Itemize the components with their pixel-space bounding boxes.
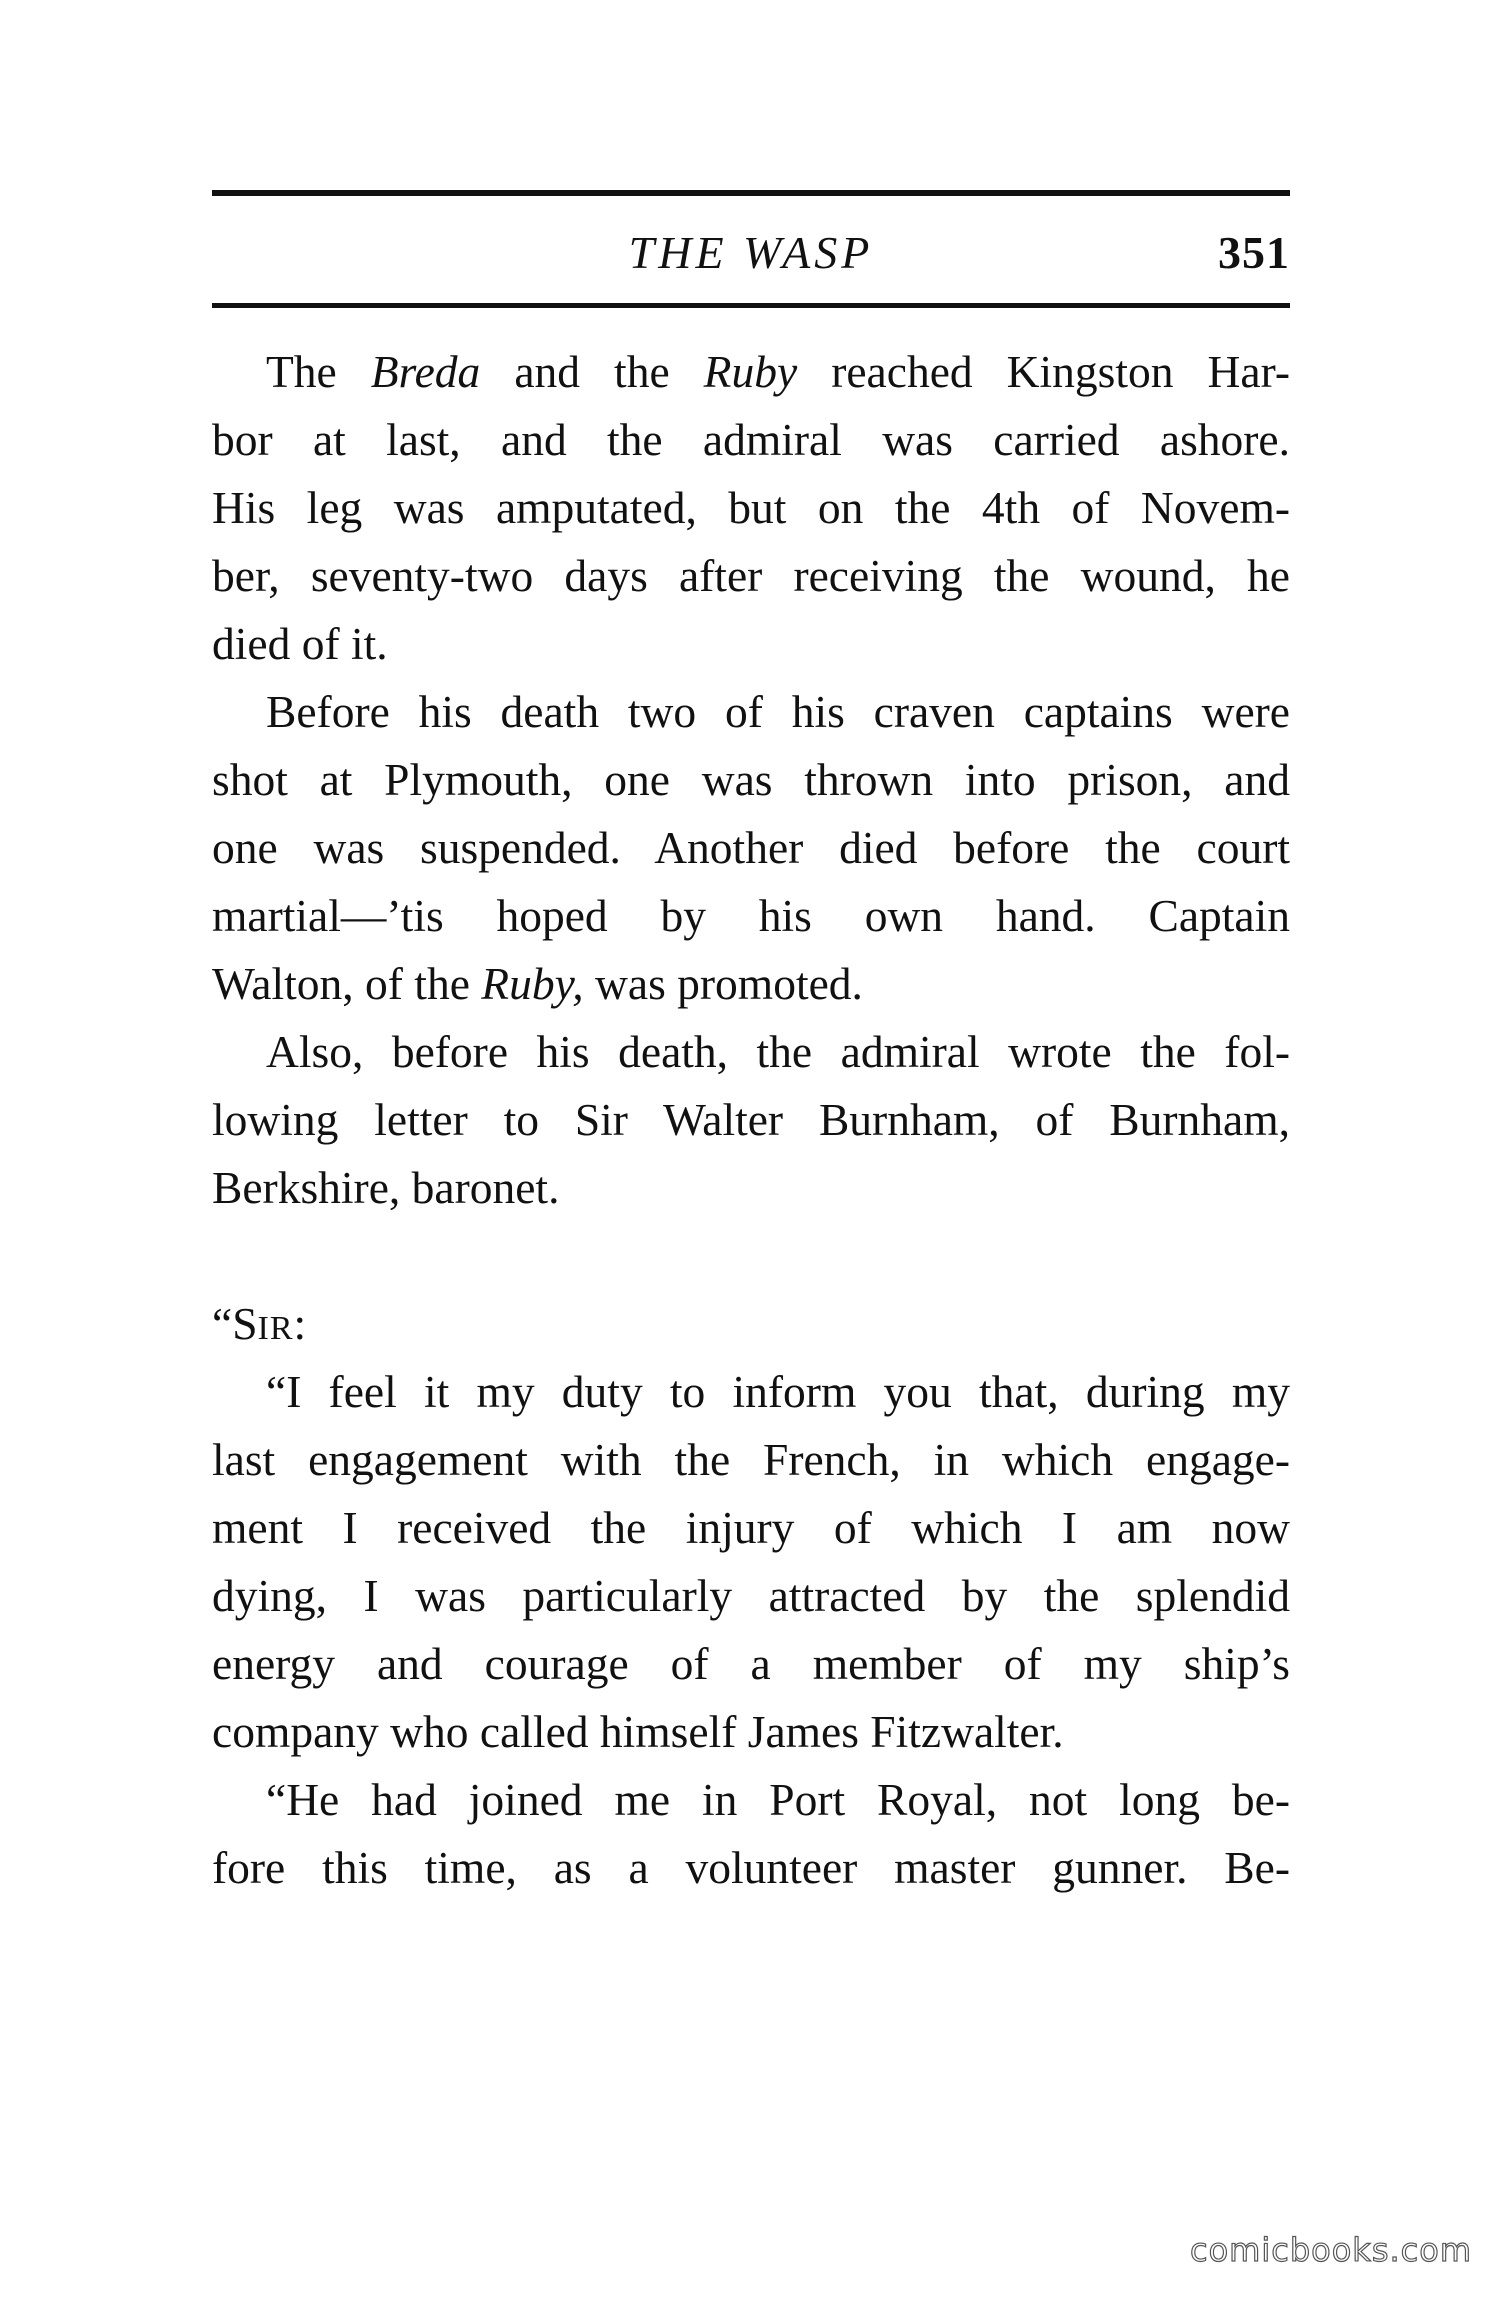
text-run: reached Kingston Har-	[797, 346, 1290, 397]
text-line: Berkshire, baronet.	[212, 1162, 560, 1213]
text-line: one was suspended. Another died before the court	[212, 822, 1290, 873]
header-rule-bottom	[212, 303, 1290, 308]
text-line: ment I received the injury of which I am now	[212, 1502, 1290, 1553]
text-line: His leg was amputated, but on the 4th of Novem-	[212, 482, 1290, 533]
text-line: died of it.	[212, 618, 388, 669]
ship-name-breda: Breda	[370, 346, 481, 397]
text-line: ber, seventy-two days after receiving the wound, he	[212, 550, 1290, 601]
text-run: The	[266, 346, 371, 397]
text-line: shot at Plymouth, one was thrown into prison, and	[212, 754, 1290, 805]
text-line: dying, I was particularly attracted by the splendid	[212, 1570, 1290, 1621]
text-run: “S	[212, 1298, 258, 1349]
text-run: Walton, of the	[212, 958, 482, 1009]
text-line: lowing letter to Sir Walter Burnham, of Burnham,	[212, 1094, 1290, 1145]
text-line: energy and courage of a member of my ship’s	[212, 1638, 1290, 1689]
text-line: company who called himself James Fitzwalter.	[212, 1706, 1064, 1757]
text-run: was promoted.	[583, 958, 863, 1009]
text-line: bor at last, and the admiral was carried ashore.	[212, 414, 1290, 465]
text-line: last engagement with the French, in which engage-	[212, 1434, 1290, 1485]
text-line: “I feel it my duty to inform you that, during my	[266, 1366, 1290, 1417]
small-caps-run: IR	[257, 1310, 294, 1347]
text-line: fore this time, as a volunteer master gunner. Be-	[212, 1842, 1290, 1893]
running-head	[212, 212, 1290, 292]
page-number: 351	[1218, 227, 1290, 278]
running-title: THE WASP	[628, 227, 874, 278]
header-rule-top	[212, 190, 1290, 196]
ship-name-ruby: Ruby,	[481, 958, 584, 1009]
text-line	[266, 338, 1290, 406]
ship-name-ruby: Ruby	[703, 346, 798, 397]
text-line: martial—’tis hoped by his own hand. Captain	[212, 890, 1290, 941]
text-line: Before his death two of his craven captains were	[266, 686, 1290, 737]
text-line: Also, before his death, the admiral wrote the fol-	[266, 1026, 1290, 1077]
text-line	[212, 950, 863, 1018]
watermark: comicbooks.com	[1189, 2231, 1472, 2269]
text-run: :	[293, 1298, 307, 1349]
letter-salutation	[212, 1290, 306, 1358]
text-line: “He had joined me in Port Royal, not long be-	[266, 1774, 1290, 1825]
text-run: and the	[480, 346, 704, 397]
